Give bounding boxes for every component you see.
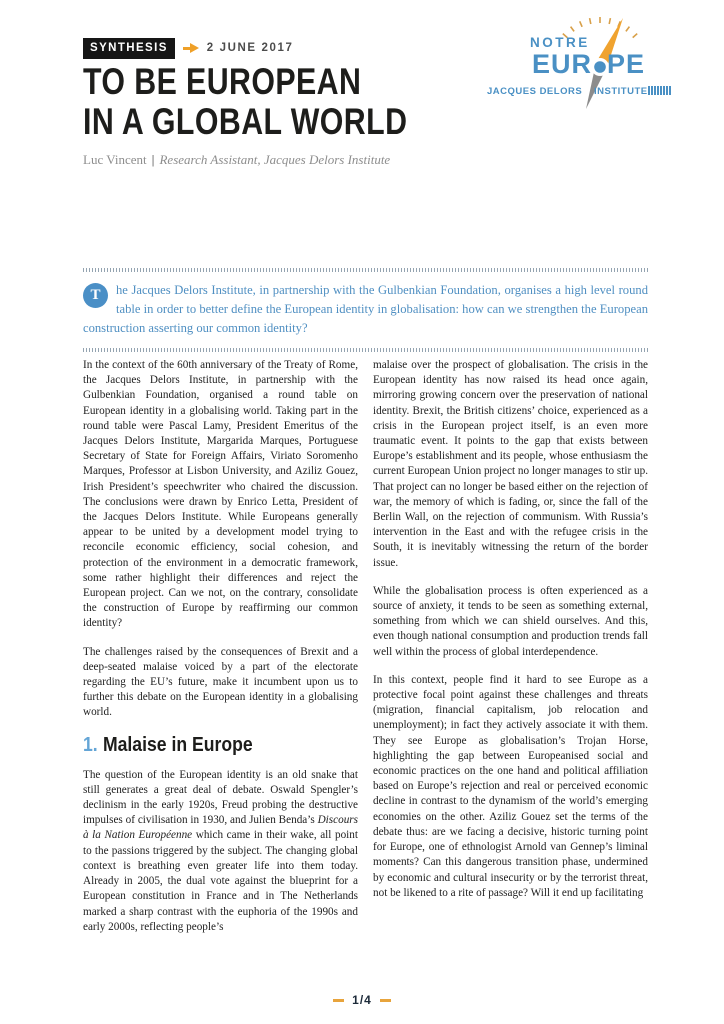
section-1-title: Malaise in Europe <box>102 733 253 756</box>
hatch-divider-bottom <box>83 348 648 352</box>
section-1-heading <box>83 734 325 757</box>
logo-jacques-delors-text: JACQUES DELORS <box>487 86 583 97</box>
notre-europe-logo <box>470 34 674 106</box>
abstract-text <box>83 281 648 338</box>
article-body <box>83 358 648 990</box>
author-name: Luc Vincent <box>83 152 147 167</box>
paragraph: In the context of the 60th anniversary of the Treaty of Rome, the Jacques Delors Institute, in partnership with the Gulbenkian Foundation, organised a round table on European identity in a globalising world. Taking part in the round table were Pascal Lamy, President Emeritus of the Jacques Delors Institute, Margarida Marques, Portuguese Secretary of State for Foreign Affairs, Viriato Soromenho Marques, Professor at Lisbon University, and Aziliz Gouez, Irish President’s speechwriter who chaired the discussion. The conclusions were drawn by Enrico Letta, President of the Jacques Delors Institute. While Europeans generally appear to be united by a development model trying to reconcile economic efficiency, social cohesion, and protection of the environment in a democratic framework, some rather highlight their differences and reject the European project. Can we not, on the contrary, consolidate the construction of Europe by reaffirming our common identity? <box>83 359 358 630</box>
abstract-body: he Jacques Delors Institute, in partnership with the Gulbenkian Foundation, organises a high level round table in order to better define the European identity in globalisation: how can we strengthen the European construction asserting our common identity? <box>83 283 648 335</box>
author-line <box>83 152 390 168</box>
logo-notre-text: NOTRE <box>530 35 590 50</box>
footer-dash-left <box>333 999 344 1002</box>
logo-tick-marks-icon <box>648 86 671 95</box>
kicker-row <box>83 38 293 59</box>
page-number: 1/4 <box>352 993 372 1007</box>
left-column <box>83 358 358 990</box>
paragraph: The challenges raised by the consequences of Brexit and a deep-seated malaise voiced by a part of the electorate regarding the EU’s future, make it incumbent upon us to further this debate on the European identity in a globalising world. <box>83 645 358 719</box>
logo-subtitle <box>470 86 674 100</box>
paragraph-text: The question of the European identity is an old snake that still generates a great deal of debate. Oswald Spengler’s declinism in the early 1920s, Freud probing the destructive impulses of civilisation in 1930, and Julien Benda’s <box>83 768 358 827</box>
footer-dash-right <box>380 999 391 1002</box>
paragraph <box>83 768 358 935</box>
page-title <box>83 62 407 142</box>
page-title-line1: TO BE EUROPEAN <box>83 61 362 102</box>
paragraph-text: which came in their wake, all point to the passions triggered by the subject. The changing global context is breathing even greater life into them today. Already in 2005, the dual vote against the blueprint for a European constitution in France and in The Netherlands marked a sharp contrast with the euphoria of the 1990s and early 2000s, reflecting people’s <box>83 829 358 933</box>
publication-date: 2 JUNE 2017 <box>206 42 294 55</box>
page-footer <box>0 993 724 1007</box>
paragraph: While the globalisation process is often experienced as a source of anxiety, it tends to be seen as something external, something from which we can shield ourselves. And this, even though national consumption and production trends fall well within the process of global interdependence. <box>373 584 648 658</box>
abstract-section <box>83 268 648 352</box>
paragraph: malaise over the prospect of globalisation. The crisis in the European identity has now raised its head once again, mirroring growing concern over the preservation of national identity. Brexit, the British citizens’ choice, experienced as a crisis in the European project itself, is an even more traumatic event. It points to the gap that exists between Europe’s establishment and its people, whose enthusiasm the current European Union project no longer manages to stir up. That project can no longer be based either on the rejection of war, the memory of which is fading, or, since the fall of the Berlin Wall, on the rejection of communism. With Russia’s intervention in the East and with the refugee crisis in the South, it is inevitably witnessing the return of the border issue. <box>373 359 648 569</box>
logo-europe-right-text: PE <box>607 49 646 79</box>
author-role: Research Assistant, Jacques Delors Institute <box>159 152 391 167</box>
book-title-italic: Discours à la Nation Européenne <box>83 814 358 842</box>
logo-europe-left-text: EUR <box>532 49 593 79</box>
right-column <box>373 358 648 990</box>
logo-institute-text: INSTITUTE <box>594 86 648 97</box>
arrow-right-icon <box>183 43 199 53</box>
section-1-number: 1. <box>83 733 98 756</box>
compass-pivot-dot <box>594 61 606 73</box>
paragraph: In this context, people find it hard to see Europe as a protective focal point against these challenges and threats (migration, financial capitalism, job relocation and unemployment); in fact they actively associate it with them. They see Europe as globalisation’s Trojan Horse, highlighting the gap between Europeanised social and economic practices on the one hand and political affiliation based on Europe’s rejection and real or perceived economic decline in contrast to the dynamism of the world’s emerging economies on the other. Aziliz Gouez set the terms of the debate thus: are we facing a decisive, historic turning point for Europe, one of ethnologist Arnold van Gennep’s liminal moments? Can this dangerous transition phase, undermined by economic and cultural insecurity or by the terrorist threat, not be likened to a rite of passage? Will it end up facilitating <box>373 673 648 899</box>
dropcap-t: T <box>83 283 108 308</box>
synthesis-badge: SYNTHESIS <box>83 38 175 59</box>
author-separator: | <box>151 152 155 167</box>
page-title-line2: IN A GLOBAL WORLD <box>83 100 408 142</box>
hatch-divider-top <box>83 268 648 272</box>
